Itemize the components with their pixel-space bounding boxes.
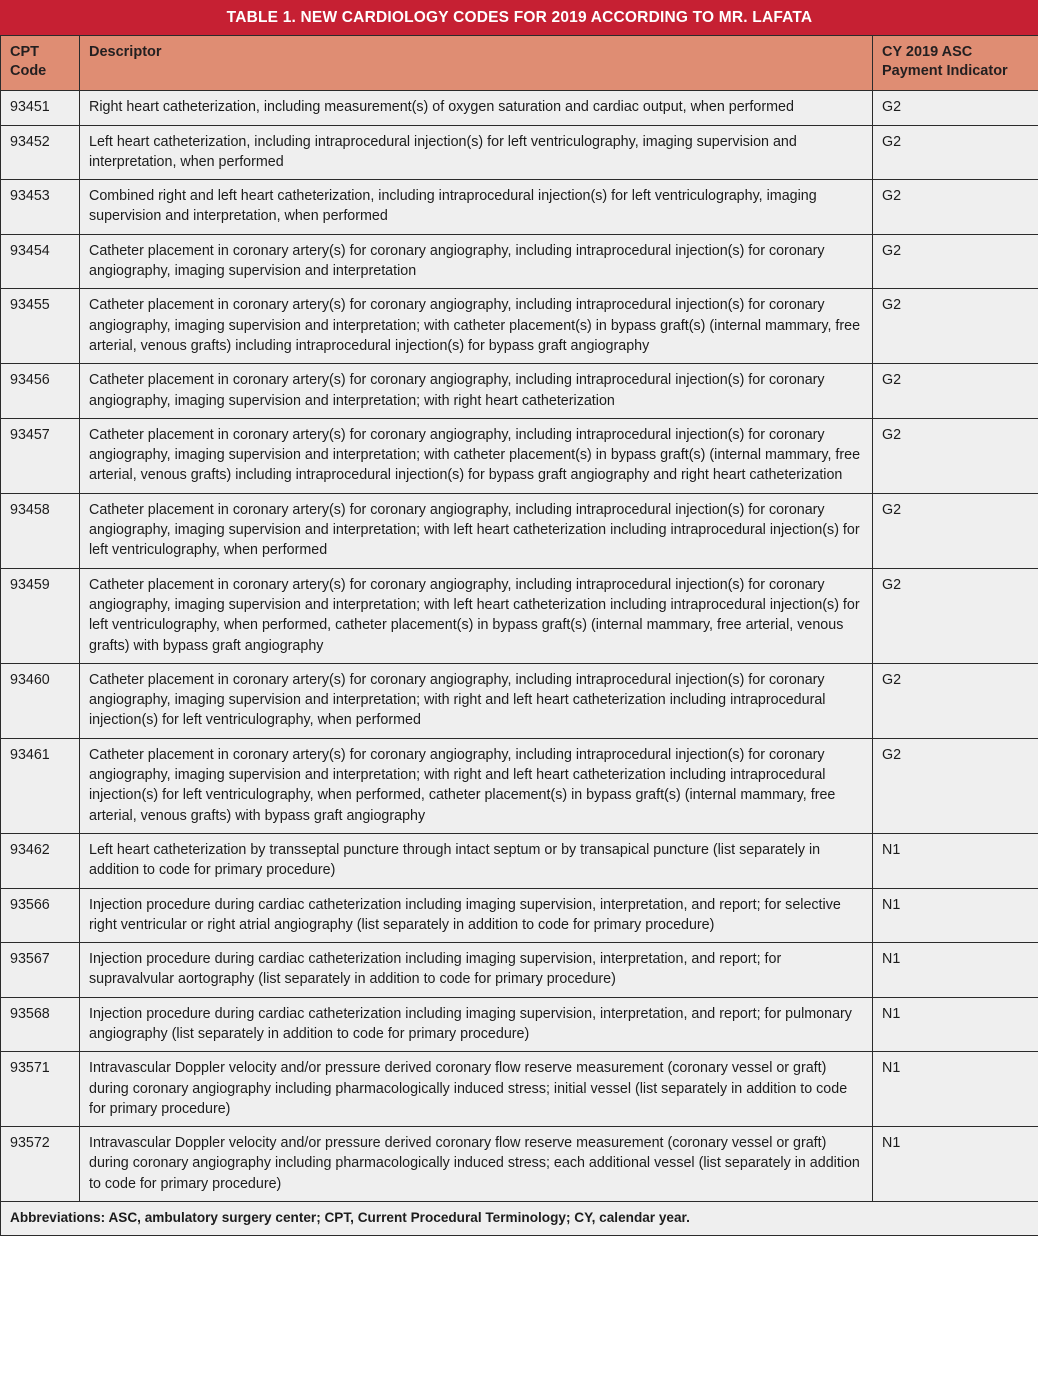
table-row (1, 125, 1038, 180)
cell-descriptor: Injection procedure during cardiac catheterization including imaging supervision, interpretation, and report; for selective right ventricular or right atrial angiography (list separately in addition to code for primary procedure) (80, 888, 873, 943)
column-header-cpt-code-line2: Code (10, 63, 47, 80)
cell-cpt-code: 93457 (1, 418, 80, 493)
cell-payment-indicator: G2 (873, 493, 1038, 568)
cell-descriptor: Catheter placement in coronary artery(s) for coronary angiography, including intraprocedural injection(s) for coronary angiography, imaging supervision and interpretation (80, 234, 873, 289)
table-row (1, 364, 1038, 419)
cell-descriptor: Intravascular Doppler velocity and/or pressure derived coronary flow reserve measurement (coronary vessel or graft) during coronary angiography including pharmacologically induced stress; each additional vessel (list separately in addition to code for primary procedure) (80, 1127, 873, 1202)
table-row (1, 418, 1038, 493)
cell-payment-indicator: G2 (873, 91, 1038, 125)
cell-payment-indicator: G2 (873, 738, 1038, 833)
cell-descriptor: Left heart catheterization by transseptal puncture through intact septum or by transapical puncture (list separately in addition to code for primary procedure) (80, 833, 873, 888)
footnote-row (1, 1202, 1038, 1236)
cell-payment-indicator: N1 (873, 943, 1038, 998)
cell-payment-indicator: G2 (873, 663, 1038, 738)
table-row (1, 234, 1038, 289)
cell-cpt-code: 93459 (1, 568, 80, 663)
column-header-payment-indicator-line2: Payment Indicator (882, 63, 1008, 80)
table-row (1, 91, 1038, 125)
cell-descriptor: Catheter placement in coronary artery(s) for coronary angiography, including intraprocedural injection(s) for coronary angiography, imaging supervision and interpretation; with left heart catheterization including intraprocedural injection(s) for left ventriculography, when performed (80, 493, 873, 568)
cell-cpt-code: 93452 (1, 125, 80, 180)
column-header-cpt-code (1, 36, 80, 91)
cell-payment-indicator: G2 (873, 568, 1038, 663)
table-head (1, 1, 1038, 91)
cell-cpt-code: 93461 (1, 738, 80, 833)
table-title-row (1, 1, 1038, 36)
table-row (1, 1052, 1038, 1127)
cell-cpt-code: 93567 (1, 943, 80, 998)
table-row (1, 180, 1038, 235)
cell-descriptor: Catheter placement in coronary artery(s) for coronary angiography, including intraprocedural injection(s) for coronary angiography, imaging supervision and interpretation; with right heart catheterization (80, 364, 873, 419)
cell-payment-indicator: G2 (873, 180, 1038, 235)
cell-cpt-code: 93453 (1, 180, 80, 235)
table-row (1, 289, 1038, 364)
column-header-cpt-code-line1: CPT (10, 44, 39, 61)
cell-payment-indicator: N1 (873, 1052, 1038, 1127)
cell-descriptor: Left heart catheterization, including intraprocedural injection(s) for left ventriculography, imaging supervision and interpretation, when performed (80, 125, 873, 180)
abbreviations-footnote: Abbreviations: ASC, ambulatory surgery center; CPT, Current Procedural Terminology; CY, calendar year. (1, 1202, 1038, 1236)
table-foot (1, 1202, 1038, 1236)
table-row (1, 568, 1038, 663)
cell-cpt-code: 93460 (1, 663, 80, 738)
cell-cpt-code: 93566 (1, 888, 80, 943)
cell-descriptor: Catheter placement in coronary artery(s) for coronary angiography, including intraprocedural injection(s) for coronary angiography, imaging supervision and interpretation; with catheter placement(s) in bypass graft(s) (internal mammary, free arterial, venous grafts) including intraprocedural injection(s) for bypass graft angiography and right heart catheterization (80, 418, 873, 493)
cell-payment-indicator: N1 (873, 997, 1038, 1052)
cell-payment-indicator: G2 (873, 125, 1038, 180)
cell-payment-indicator: G2 (873, 234, 1038, 289)
cell-descriptor: Injection procedure during cardiac catheterization including imaging supervision, interpretation, and report; for pulmonary angiography (list separately in addition to code for primary procedure) (80, 997, 873, 1052)
cell-descriptor: Combined right and left heart catheterization, including intraprocedural injection(s) for left ventriculography, imaging supervision and interpretation, when performed (80, 180, 873, 235)
cell-payment-indicator: G2 (873, 418, 1038, 493)
column-header-payment-indicator-line1: CY 2019 ASC (882, 44, 973, 61)
table-row (1, 888, 1038, 943)
table-row (1, 943, 1038, 998)
cell-descriptor: Catheter placement in coronary artery(s) for coronary angiography, including intraprocedural injection(s) for coronary angiography, imaging supervision and interpretation; with catheter placement(s) in bypass graft(s) (internal mammary, free arterial, venous grafts) including intraprocedural injection(s) for bypass graft angiography (80, 289, 873, 364)
cell-payment-indicator: N1 (873, 833, 1038, 888)
cell-cpt-code: 93571 (1, 1052, 80, 1127)
table-row (1, 738, 1038, 833)
cell-cpt-code: 93455 (1, 289, 80, 364)
cell-cpt-code: 93572 (1, 1127, 80, 1202)
table-row (1, 997, 1038, 1052)
table-body (1, 91, 1038, 1202)
column-header-row (1, 36, 1038, 91)
cell-cpt-code: 93456 (1, 364, 80, 419)
cell-cpt-code: 93454 (1, 234, 80, 289)
cell-descriptor: Catheter placement in coronary artery(s) for coronary angiography, including intraprocedural injection(s) for coronary angiography, imaging supervision and interpretation; with left heart catheterization including intraprocedural injection(s) for left ventriculography, when performed, catheter placement(s) in bypass graft(s) (internal mammary, free arterial, venous grafts) with bypass graft angiography (80, 568, 873, 663)
cell-cpt-code: 93451 (1, 91, 80, 125)
table-title: TABLE 1. NEW CARDIOLOGY CODES FOR 2019 ACCORDING TO MR. LAFATA (1, 1, 1038, 36)
cell-payment-indicator: G2 (873, 364, 1038, 419)
table-row (1, 1127, 1038, 1202)
cell-payment-indicator: G2 (873, 289, 1038, 364)
table-row (1, 663, 1038, 738)
column-header-payment-indicator (873, 36, 1038, 91)
cell-descriptor: Injection procedure during cardiac catheterization including imaging supervision, interpretation, and report; for supravalvular aortography (list separately in addition to code for primary procedure) (80, 943, 873, 998)
table-row (1, 493, 1038, 568)
cell-descriptor: Intravascular Doppler velocity and/or pressure derived coronary flow reserve measurement (coronary vessel or graft) during coronary angiography including pharmacologically induced stress; initial vessel (list separately in addition to code for primary procedure) (80, 1052, 873, 1127)
cell-cpt-code: 93462 (1, 833, 80, 888)
cell-descriptor: Catheter placement in coronary artery(s) for coronary angiography, including intraprocedural injection(s) for coronary angiography, imaging supervision and interpretation; with right and left heart catheterization including intraprocedural injection(s) for left ventriculography, when performed (80, 663, 873, 738)
cell-cpt-code: 93458 (1, 493, 80, 568)
table-row (1, 833, 1038, 888)
cell-descriptor: Right heart catheterization, including measurement(s) of oxygen saturation and cardiac output, when performed (80, 91, 873, 125)
cell-payment-indicator: N1 (873, 1127, 1038, 1202)
cell-cpt-code: 93568 (1, 997, 80, 1052)
column-header-descriptor: Descriptor (80, 36, 873, 91)
cell-descriptor: Catheter placement in coronary artery(s) for coronary angiography, including intraprocedural injection(s) for coronary angiography, imaging supervision and interpretation; with right and left heart catheterization including intraprocedural injection(s) for left ventriculography, when performed, catheter placement(s) in bypass graft(s) (internal mammary, free arterial, venous grafts) with bypass graft angiography (80, 738, 873, 833)
cell-payment-indicator: N1 (873, 888, 1038, 943)
